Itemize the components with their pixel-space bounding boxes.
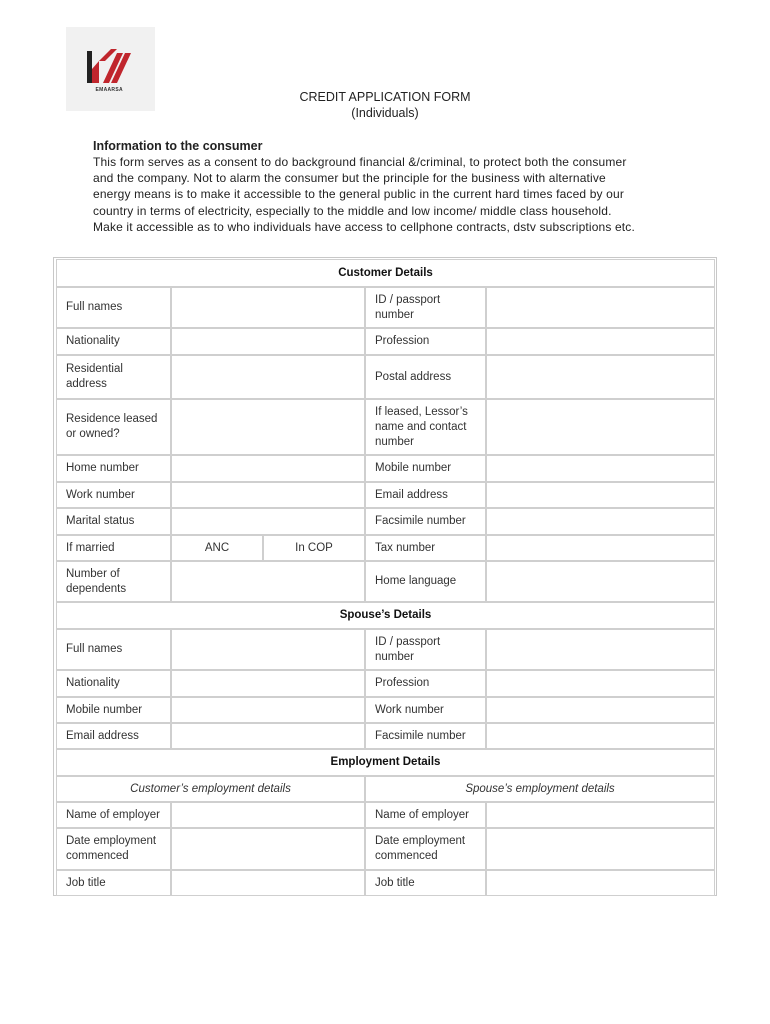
field-label: Marital status: [56, 508, 171, 535]
field-label: Facsimile number: [365, 508, 486, 535]
input-value[interactable]: [171, 399, 365, 455]
field-label: ID / passport number: [365, 629, 486, 670]
field-label: Email address: [365, 482, 486, 508]
input-value[interactable]: [486, 802, 715, 828]
section-heading-spouse: Spouse’s Details: [56, 602, 715, 629]
input-value[interactable]: [486, 828, 715, 870]
input-value[interactable]: [171, 723, 365, 749]
field-label: Residence leased or owned?: [56, 399, 171, 455]
input-value[interactable]: [486, 328, 715, 355]
input-value[interactable]: [486, 535, 715, 561]
option-anc[interactable]: ANC: [171, 535, 263, 561]
input-value[interactable]: [171, 328, 365, 355]
field-label: Job title: [56, 870, 171, 896]
field-label: Facsimile number: [365, 723, 486, 749]
input-value[interactable]: [171, 802, 365, 828]
field-label: Tax number: [365, 535, 486, 561]
input-value[interactable]: [171, 455, 365, 482]
input-value[interactable]: [486, 870, 715, 896]
logo-mark-icon: [81, 43, 141, 87]
field-label: Name of employer: [365, 802, 486, 828]
field-label: Profession: [365, 328, 486, 355]
input-value[interactable]: [171, 355, 365, 399]
customer-employment-subheading: Customer’s employment details: [56, 776, 365, 802]
field-label: Full names: [56, 287, 171, 328]
field-label: If leased, Lessor’s name and contact number: [365, 399, 486, 455]
form-title-block: [0, 89, 770, 121]
field-label: Date employment commenced: [365, 828, 486, 870]
field-label: Email address: [56, 723, 171, 749]
input-value[interactable]: [171, 561, 365, 602]
form-title: CREDIT APPLICATION FORM: [299, 90, 471, 104]
field-label: Job title: [365, 870, 486, 896]
field-label: Mobile number: [365, 455, 486, 482]
input-value[interactable]: [171, 870, 365, 896]
input-value[interactable]: [171, 508, 365, 535]
input-value[interactable]: [171, 670, 365, 697]
input-value[interactable]: [486, 399, 715, 455]
info-line: country in terms of electricity, especially to the middle and low income/ middle class household.: [93, 203, 612, 218]
input-value[interactable]: [486, 629, 715, 670]
option-in-cop[interactable]: In COP: [263, 535, 365, 561]
field-label: Postal address: [365, 355, 486, 399]
section-heading-employment: Employment Details: [56, 749, 715, 776]
form-subtitle: (Individuals): [351, 106, 419, 120]
input-value[interactable]: [486, 723, 715, 749]
field-label: Profession: [365, 670, 486, 697]
field-label: Mobile number: [56, 697, 171, 723]
logo-brand-text: EMAARSA: [95, 87, 123, 93]
info-line: energy means is to make it accessible to the general public in the current hard times faced by our: [93, 187, 624, 202]
field-label: If married: [56, 535, 171, 561]
input-value[interactable]: [171, 697, 365, 723]
info-heading: Information to the consumer: [93, 139, 263, 153]
field-label: Home number: [56, 455, 171, 482]
input-value[interactable]: [486, 561, 715, 602]
field-label: Date employment commenced: [56, 828, 171, 870]
credit-application-table: [53, 257, 717, 896]
field-label: Full names: [56, 629, 171, 670]
info-paragraph: [93, 154, 683, 235]
consumer-information: [93, 138, 683, 235]
input-value[interactable]: [486, 287, 715, 328]
field-label: Work number: [365, 697, 486, 723]
field-label: Name of employer: [56, 802, 171, 828]
field-label: Nationality: [56, 328, 171, 355]
input-value[interactable]: [486, 697, 715, 723]
input-value[interactable]: [171, 482, 365, 508]
info-line: Make it accessible as to who individuals have access to cellphone contracts, dstv subscriptions etc.: [93, 219, 635, 234]
input-value[interactable]: [171, 629, 365, 670]
info-line: This form serves as a consent to do background financial &/criminal, to protect both the consumer: [93, 155, 627, 169]
input-value[interactable]: [486, 455, 715, 482]
input-value[interactable]: [486, 482, 715, 508]
section-heading-customer: Customer Details: [56, 259, 715, 287]
input-value[interactable]: [171, 828, 365, 870]
field-label: Nationality: [56, 670, 171, 697]
input-value[interactable]: [486, 670, 715, 697]
spouse-employment-subheading: Spouse’s employment details: [365, 776, 715, 802]
field-label: ID / passport number: [365, 287, 486, 328]
field-label: Residential address: [56, 355, 171, 399]
info-line: and the company. Not to alarm the consumer but the principle for the business with alternative: [93, 171, 606, 186]
field-label: Home language: [365, 561, 486, 602]
input-value[interactable]: [486, 355, 715, 399]
field-label: Work number: [56, 482, 171, 508]
field-label: Number of dependents: [56, 561, 171, 602]
input-value[interactable]: [486, 508, 715, 535]
input-value[interactable]: [171, 287, 365, 328]
